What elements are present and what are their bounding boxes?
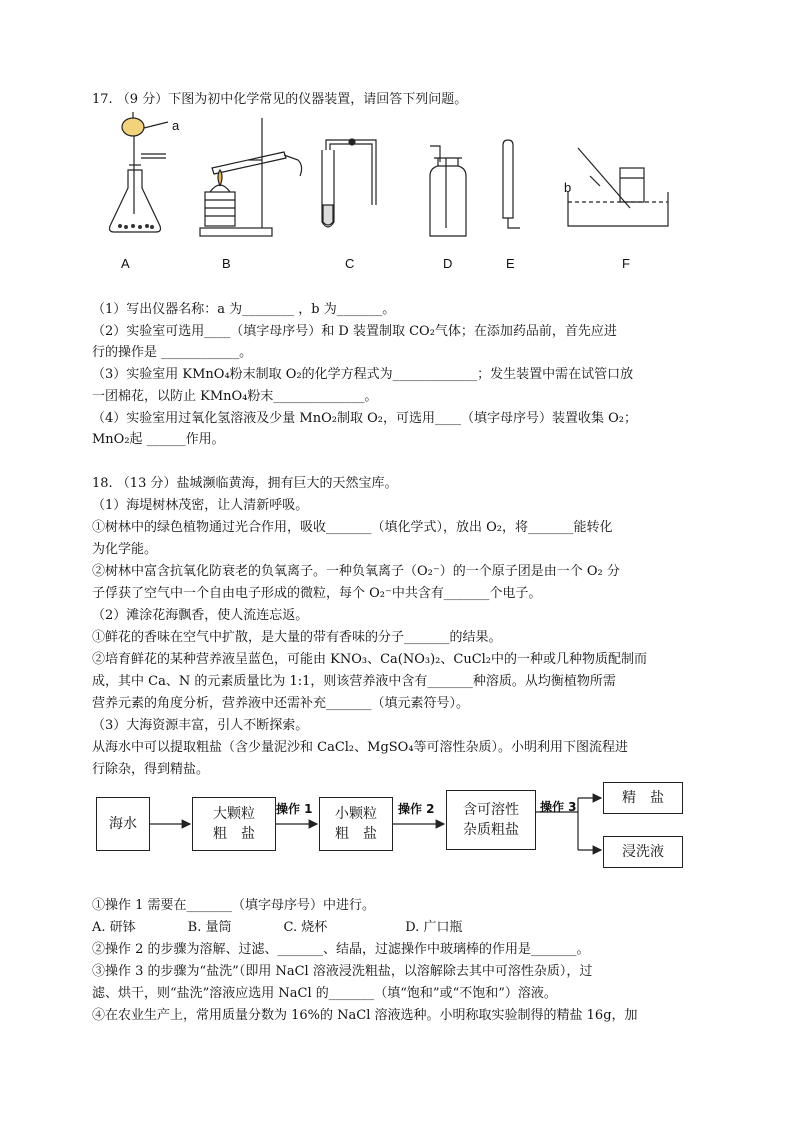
flow-box-coarse-small xyxy=(319,797,393,851)
q18-line-7: （2）滩涂花海飘香，使人流连忘返。 xyxy=(92,608,309,623)
q18-line-9: ②培育鲜花的某种营养液呈蓝色，可能由 KNO₃、Ca(NO₃)₂、CuCl₂中的一种或几种物质配制而 xyxy=(92,652,648,667)
q17-heading: 17. （9 分）下图为初中化学常见的仪器装置，请回答下列问题。 xyxy=(92,92,468,107)
apparatus-label-c: C xyxy=(345,256,355,271)
flow-soluble-line1: 含可溶性 xyxy=(463,802,519,818)
flow-coarse-small-line1: 小颗粒 xyxy=(335,806,377,822)
q17-line-6: （4）实验室用过氧化氢溶液及少量 MnO₂制取 O₂，可选用____（填字母序号）装置收集 O₂； xyxy=(92,411,637,426)
q18-line-6: 子俘获了空气中一个自由电子形成的微粒，每个 O₂⁻中共含有_______个电子。 xyxy=(92,586,542,601)
flow-seawater-text: 海水 xyxy=(109,816,137,832)
q17-line-7: MnO₂起 ______作用。 xyxy=(92,432,225,447)
q18-line-2: （1）海堤树林茂密，让人清新呼吸。 xyxy=(92,498,309,513)
q18-line-12: （3）大海资源丰富，引人不断探索。 xyxy=(92,718,309,733)
q18-line-4: 为化学能。 xyxy=(92,542,158,557)
q18-line-13: 从海水中可以提取粗盐（含少量泥沙和 CaCl₂、MgSO₄等可溶性杂质）。小明利用下图流程进 xyxy=(92,740,629,755)
q18-after-line-3: ②操作 2 的步骤为溶解、过滤、_______、结晶，过滤操作中玻璃棒的作用是_______。 xyxy=(92,942,590,957)
q18-after-line-5: 滤、烘干，则“盐洗”溶液应选用 NaCl 的_______（填“饱和”或“不饱和”）溶液。 xyxy=(92,986,557,1001)
q18-line-11: 营养元素的角度分析，营养液中还需补充_______（填元素符号）。 xyxy=(92,696,470,711)
q17-line-3: 行的操作是 ____________。 xyxy=(92,345,253,360)
flow-fine-salt-text: 精 盐 xyxy=(622,790,664,806)
apparatus-label-e: E xyxy=(506,256,515,271)
flow-coarse-big-line1: 大颗粒 xyxy=(213,806,255,822)
flow-soluble-line2: 杂质粗盐 xyxy=(463,822,519,838)
apparatus-label-b: B xyxy=(222,256,231,271)
q18-line-5: ②树林中富含抗氧化防衰老的负氧离子。一种负氧离子（O₂⁻）的一个原子团是由一个 O₂ 分 xyxy=(92,564,620,579)
q18-after-line-6: ④在农业生产上，常用质量分数为 16%的 NaCl 溶液选种。小明称取实验制得的精盐 16g，加 xyxy=(92,1008,638,1023)
apparatus-label-d: D xyxy=(443,256,453,271)
apparatus-label-a: A xyxy=(121,256,130,271)
label-a: a xyxy=(172,118,180,133)
flow-box-seawater xyxy=(96,797,150,851)
q17-line-5: 一团棉花，以防止 KMnO₄粉末______________。 xyxy=(92,389,378,404)
flow-coarse-big-line2: 粗 盐 xyxy=(213,826,255,842)
flow-op3-label: 操作 3 xyxy=(540,800,577,814)
label-b: b xyxy=(564,180,572,195)
q17-line-4: （3）实验室用 KMnO₄粉末制取 O₂的化学方程式为_____________；发生装置中需在试管口放 xyxy=(92,367,634,382)
flow-op2-label: 操作 2 xyxy=(398,802,435,816)
flow-box-wash-liquid xyxy=(603,836,683,868)
apparatus-label-f: F xyxy=(622,256,630,271)
flow-wash-liquid-text: 浸洗液 xyxy=(622,844,664,860)
q18-line-8: ①鲜花的香味在空气中扩散，是大量的带有香味的分子_______的结果。 xyxy=(92,630,502,645)
q18-after-line-2: A. 研钵 B. 量筒 C. 烧杯 D. 广口瓶 xyxy=(92,920,463,935)
q18-line-10: 成，其中 Ca、N 的元素质量比为 1:1，则该营养液中含有_______种溶质。从均衡植物所需 xyxy=(92,674,616,689)
flow-coarse-small-line2: 粗 盐 xyxy=(335,826,377,842)
q17-line-1: （1）写出仪器名称：a 为________ ，b 为_______。 xyxy=(92,302,396,317)
flow-box-fine-salt xyxy=(603,782,683,814)
q18-line-14: 行除杂，得到精盐。 xyxy=(92,762,210,777)
q18-after-line-4: ③操作 3 的步骤为“盐洗”（即用 NaCl 溶液浸洗粗盐，以溶解除去其中可溶性杂质），过 xyxy=(92,964,593,979)
q18-line-1: 18. （13 分）盐城濒临黄海，拥有巨大的天然宝库。 xyxy=(92,476,398,491)
q17-line-2: （2）实验室可选用____（填字母序号）和 D 装置制取 CO₂气体；在添加药品前，首先应进 xyxy=(92,324,617,339)
flow-box-soluble xyxy=(446,790,536,850)
q18-after-line-1: ①操作 1 需要在_______（填字母序号）中进行。 xyxy=(92,898,376,913)
flow-op1-label: 操作 1 xyxy=(276,802,313,816)
q18-line-3: ①树林中的绿色植物通过光合作用，吸收_______（填化学式），放出 O₂，将_______能转化 xyxy=(92,520,613,535)
flow-box-coarse-big xyxy=(192,797,276,851)
